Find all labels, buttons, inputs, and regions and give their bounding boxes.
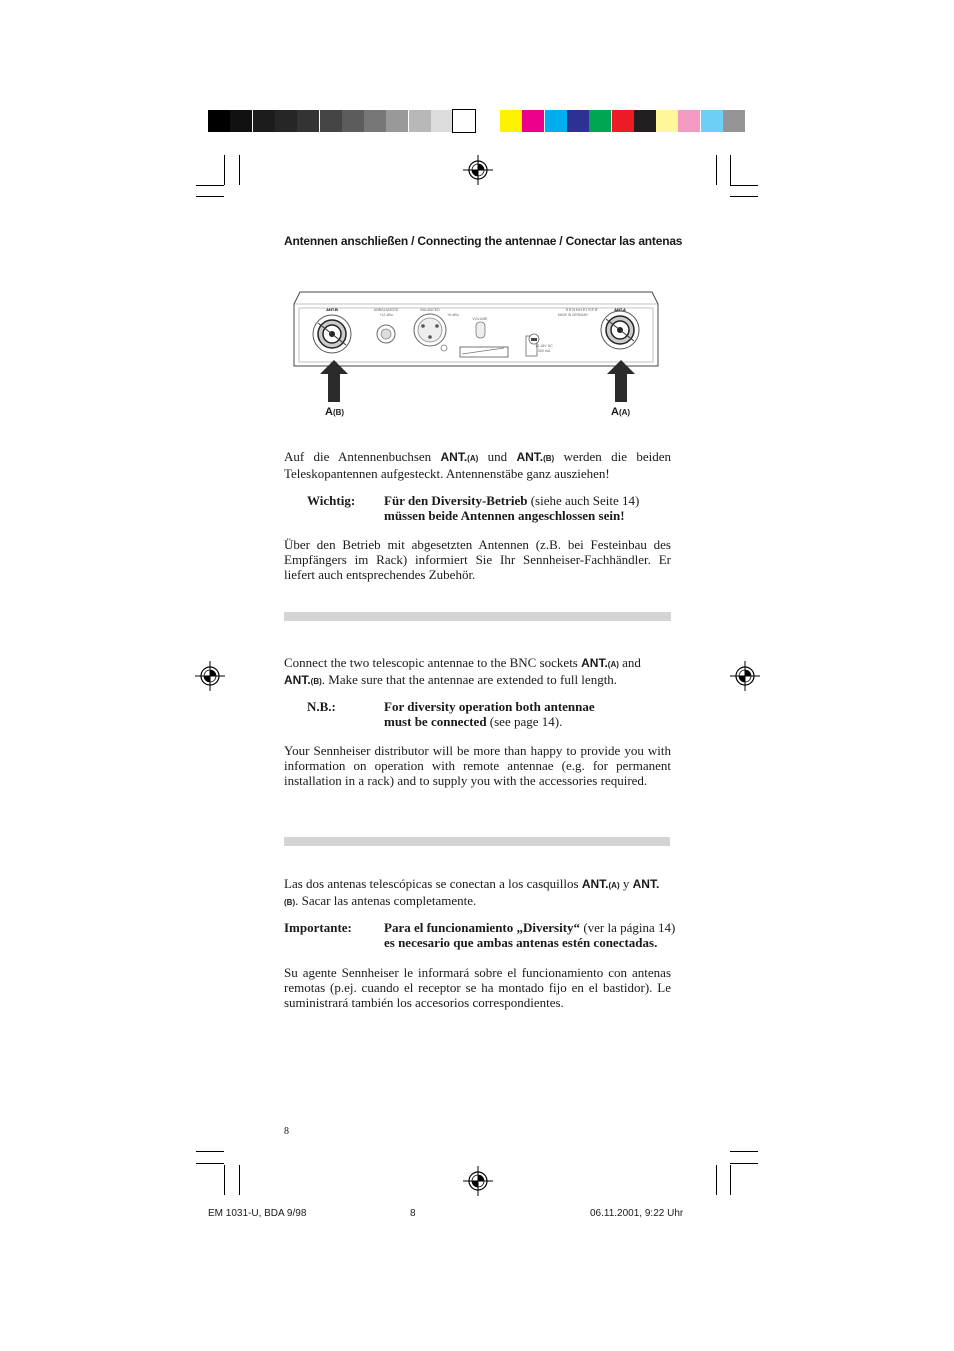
color-swatch xyxy=(701,110,723,132)
gray-swatch xyxy=(320,110,342,132)
panel-label-unbalanced-level: +12 dBu xyxy=(379,313,393,317)
panel-label-ant-b: ANT.B xyxy=(326,307,338,312)
panel-label-volume: VOLUME xyxy=(472,317,488,321)
crop-mark xyxy=(730,185,758,186)
crop-mark xyxy=(196,185,224,186)
panel-label-unbalanced: UNBALANCED xyxy=(373,308,399,312)
crop-mark xyxy=(196,196,224,197)
spanish-note-label: Importante: xyxy=(284,920,352,935)
section-divider xyxy=(284,612,671,621)
gray-swatch xyxy=(342,110,364,132)
crop-mark xyxy=(730,196,758,197)
gray-swatch xyxy=(409,110,431,132)
registration-mark-icon xyxy=(463,1166,493,1196)
crop-mark xyxy=(196,1163,224,1164)
panel-label-ant-a: ANT.A xyxy=(614,307,626,312)
gray-swatch xyxy=(453,110,475,132)
color-swatch xyxy=(567,110,589,132)
gray-swatch xyxy=(208,110,230,132)
gray-swatch xyxy=(364,110,386,132)
panel-label-current: 300 mA xyxy=(537,349,551,353)
color-swatch xyxy=(589,110,611,132)
german-note-text: Für den Diversity-Betrieb (siehe auch Seite 14) müssen beide Antennen angeschlossen sein! xyxy=(384,493,640,523)
crop-mark xyxy=(239,1165,240,1195)
crop-mark xyxy=(224,155,225,185)
spanish-note-text: Para el funcionamiento „Diversity“ (ver la página 14) es necesario que ambas antenas estén conectadas. xyxy=(384,920,676,950)
gray-swatch xyxy=(386,110,408,132)
gray-swatch xyxy=(230,110,252,132)
english-note-text: For diversity operation both antennae must be connected (see page 14). xyxy=(384,699,595,729)
section-heading: Antennen anschließen / Connecting the antennae / Conectar las antenas xyxy=(284,234,683,248)
footer-left: EM 1031-U, BDA 9/98 xyxy=(208,1208,307,1219)
color-swatch xyxy=(500,110,522,132)
color-swatch xyxy=(545,110,567,132)
footer-right: 06.11.2001, 9:22 Uhr xyxy=(590,1208,684,1219)
arrow-up-icon xyxy=(320,360,348,402)
footer-center: 8 xyxy=(410,1208,416,1219)
color-swatch xyxy=(723,110,745,132)
spanish-paragraph-2: Su agente Sennheiser le informará sobre el funcionamiento con antenas remotas (p.ej. cuando el receptor se ha montado fijo en el bastidor). Le suministrará también los accesorios correspondientes. xyxy=(284,965,671,1010)
gray-swatch xyxy=(275,110,297,132)
crop-mark xyxy=(716,155,717,185)
figure-label-right: A(A) xyxy=(611,406,631,418)
crop-mark xyxy=(196,1151,224,1152)
english-paragraph-1: Connect the two telescopic antennae to the BNC sockets ANT.(A) and ANT.(B). Make sure that the antennae are extended to full length. xyxy=(284,655,641,687)
crop-mark xyxy=(730,1163,758,1164)
arrow-up-icon xyxy=(607,360,635,402)
page-number: 8 xyxy=(284,1126,289,1137)
english-note-label: N.B.: xyxy=(307,699,336,714)
panel-label-balanced-level: +6 dBu xyxy=(447,313,459,317)
color-swatch xyxy=(522,110,544,132)
ant-a-socket-icon xyxy=(601,311,639,349)
spanish-paragraph-1: Las dos antenas telescópicas se conectan a los casquillos ANT.(A) y ANT.(B). Sacar las antenas completamente. xyxy=(284,876,660,908)
gray-swatch xyxy=(253,110,275,132)
panel-label-brand: SENNHEISER xyxy=(565,308,599,312)
crop-mark xyxy=(224,1165,225,1195)
color-swatch xyxy=(612,110,634,132)
crop-mark xyxy=(730,155,731,185)
panel-label-made-in: MADE IN GERMANY xyxy=(557,313,589,317)
registration-mark-icon xyxy=(195,661,225,691)
figure-label-left: A(B) xyxy=(325,406,345,418)
registration-mark-icon xyxy=(463,155,493,185)
german-paragraph-1: Auf die Antennenbuchsen ANT.(A) und ANT.(B) werden die beiden Teleskopantennen aufgesteckt. Antennenstäbe ganz ausziehen! xyxy=(284,449,671,481)
ant-b-socket-icon xyxy=(313,315,351,353)
color-swatch xyxy=(678,110,700,132)
panel-label-power: 12-18V DC xyxy=(535,344,553,348)
registration-mark-icon xyxy=(730,661,760,691)
crop-mark xyxy=(239,155,240,185)
panel-label-balanced: BALANCED xyxy=(420,308,440,312)
crop-mark xyxy=(730,1151,758,1152)
gray-swatch xyxy=(431,110,453,132)
section-divider xyxy=(284,837,670,846)
color-swatch xyxy=(634,110,656,132)
color-swatch xyxy=(656,110,678,132)
german-note-label: Wichtig: xyxy=(307,493,356,508)
gray-swatch xyxy=(297,110,319,132)
crop-mark xyxy=(716,1165,717,1195)
crop-mark xyxy=(730,1165,731,1195)
english-paragraph-2: Your Sennheiser distributor will be more than happy to provide you with information on operation with remote antennae (e.g. for permanent installation in a rack) and to supply you with the accessories required. xyxy=(284,743,671,788)
german-paragraph-2: Über den Betrieb mit abgesetzten Antennen (z.B. bei Festeinbau des Empfängers im Rack) informiert Sie Ihr Sennheiser-Fachhändler. Er liefert auch entsprechendes Zubehör. xyxy=(284,537,671,582)
